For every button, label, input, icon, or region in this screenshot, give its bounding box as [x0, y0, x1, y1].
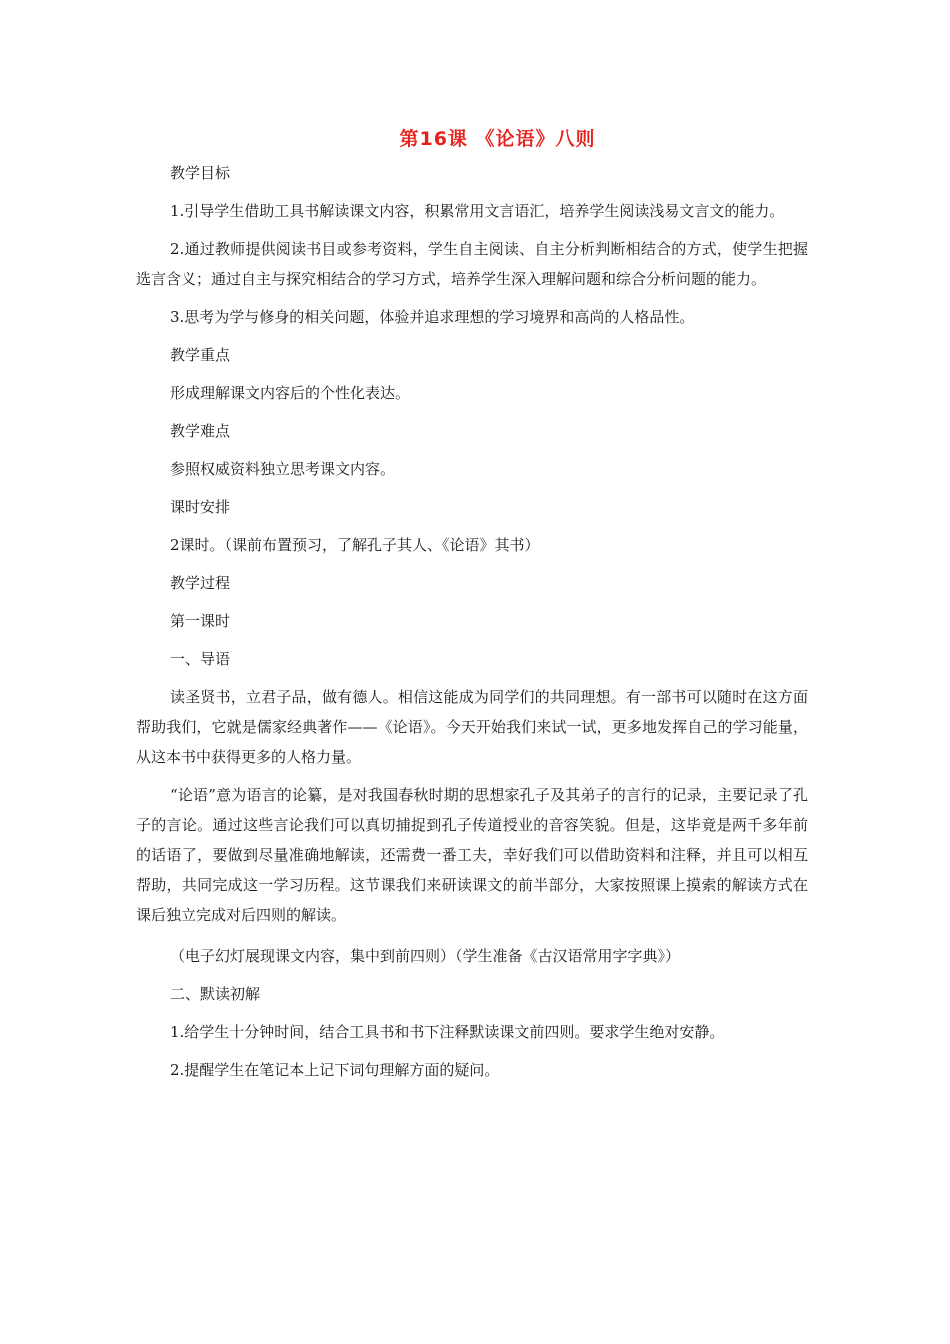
lesson-one-heading: 第一课时 — [170, 612, 231, 630]
section-heading-schedule: 课时安排 — [170, 498, 231, 516]
schedule-text: 2课时。（课前布置预习，了解孔子其人、《论语》其书） — [170, 536, 540, 554]
intro-paragraph: 读圣贤书，立君子品，做有德人。相信这能成为同学们的共同理想。有一部书可以随时在这方面帮助我们，它就是儒家经典著作——《论语》。今天开始我们来试一试，更多地发挥自己的学习能量，从这本书中获得更多的人格力量。 — [136, 688, 808, 766]
lunyu-explanation-paragraph: “论语”意为语言的论纂，是对我国春秋时期的思想家孔子及其弟子的言行的记录，主要记录了孔子的言论。通过这些言论我们可以真切捕捉到孔子传道授业的音容笑貌。但是，这毕竟是两千多年前的话语了，要做到尽量准确地解读，还需费一番工夫，幸好我们可以借助资料和注释，并且可以相互帮助，共同完成这一学习历程。这节课我们来研读课文的前半部分，大家按照课上摸索的解读方式在课后独立完成对后四则的解读。 — [136, 786, 808, 924]
key-point-text: 形成理解课文内容后的个性化表达。 — [170, 384, 411, 402]
silent-reading-step-1: 1.给学生十分钟时间，结合工具书和书下注释默读课文前四则。要求学生绝对安静。 — [170, 1023, 725, 1041]
section-heading-process: 教学过程 — [170, 574, 231, 592]
difficulty-text: 参照权威资料独立思考课文内容。 — [170, 460, 396, 478]
intro-heading: 一、导语 — [170, 650, 231, 668]
slide-note: （电子幻灯展现课文内容，集中到前四则）（学生准备《古汉语常用字字典》） — [170, 947, 681, 965]
section-heading-key-points: 教学重点 — [170, 346, 231, 364]
document-body — [136, 158, 808, 1093]
silent-reading-step-2: 2.提醒学生在笔记本上记下词句理解方面的疑问。 — [170, 1061, 500, 1079]
objective-3: 3.思考为学与修身的相关问题，体验并追求理想的学习境界和高尚的人格品性。 — [170, 308, 695, 326]
silent-reading-heading: 二、默读初解 — [170, 985, 261, 1003]
objective-2: 2.通过教师提供阅读书目或参考资料，学生自主阅读、自主分析判断相结合的方式，使学生把握选言含义；通过自主与探究相结合的学习方式，培养学生深入理解问题和综合分析问题的能力。 — [136, 240, 808, 288]
page-title: 第16课 《论语》八则 — [399, 128, 596, 150]
objective-1: 1.引导学生借助工具书解读课文内容，积累常用文言语汇，培养学生阅读浅易文言文的能力。 — [170, 202, 785, 220]
section-heading-objectives: 教学目标 — [170, 164, 231, 182]
section-heading-difficulties: 教学难点 — [170, 422, 231, 440]
